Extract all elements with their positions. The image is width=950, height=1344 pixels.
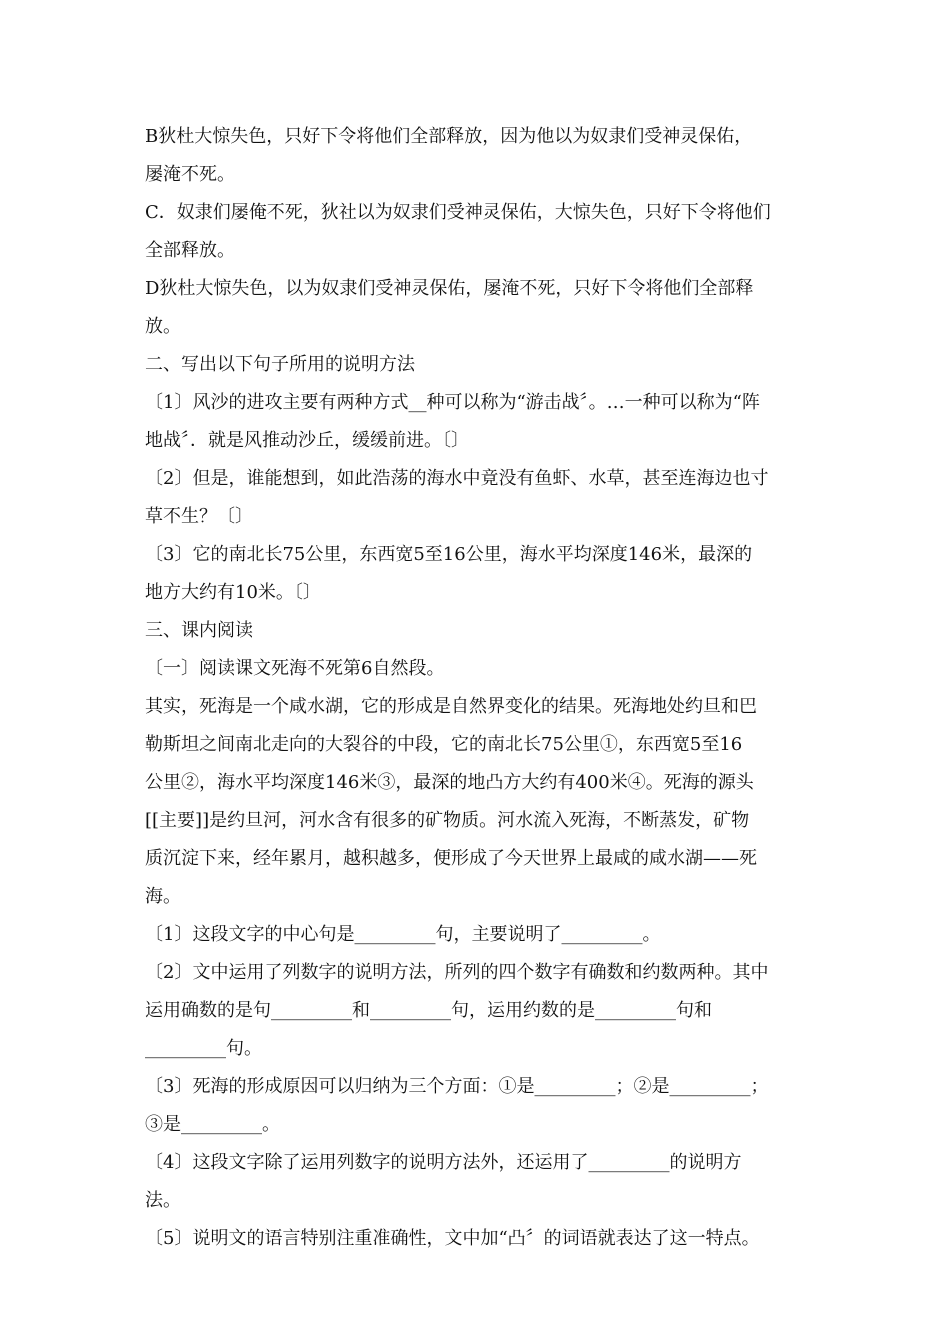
reading-1-instruction: 〔一〕阅读课文死海不死第6自然段。 bbox=[145, 658, 445, 679]
option-d-line-1: D狄杜大惊失色，以为奴隶们受神灵保佑，屡淹不死，只好下令将他们全部释 bbox=[145, 278, 754, 299]
question-3-3-line-2: ③是_________。 bbox=[145, 1114, 280, 1135]
question-3-1: 〔1〕这段文字的中心句是_________句，主要说明了_________。 bbox=[145, 924, 661, 945]
passage-line-2: 勒斯坦之间南北走向的大裂谷的中段，它的南北长75公里①，东西宽5至16 bbox=[145, 734, 743, 755]
passage-line-1: 其实，死海是一个咸水湖，它的形成是自然界变化的结果。死海地处约旦和巴 bbox=[145, 696, 757, 717]
question-2-2-line-2: 草不生？〔〕 bbox=[145, 506, 253, 527]
option-c-line-2: 全部释放。 bbox=[145, 240, 235, 261]
passage-line-6: 海。 bbox=[145, 886, 181, 907]
option-c-line-1: C．奴隶们屡俺不死，狄社以为奴隶们受神灵保佑，大惊失色，只好下令将他们 bbox=[145, 202, 771, 223]
document-body bbox=[145, 118, 810, 1258]
question-2-1-line-2: 地战〞．就是风推动沙丘，缓缓前进。〔〕 bbox=[145, 430, 469, 451]
question-3-4-line-2: 法。 bbox=[145, 1190, 181, 1211]
question-3-2-line-1: 〔2〕文中运用了列数字的说明方法，所列的四个数字有确数和约数两种。其中 bbox=[145, 962, 769, 983]
question-2-2-line-1: 〔2〕但是，谁能想到，如此浩荡的海水中竟没有鱼虾、水草，甚至连海边也寸 bbox=[145, 468, 769, 489]
question-3-4-line-1: 〔4〕这段文字除了运用列数字的说明方法外，还运用了_________的说明方 bbox=[145, 1152, 742, 1173]
question-2-1-line-1: 〔1〕风沙的进攻主要有两种方式__种可以称为“游击战〞。…一种可以称为“阵 bbox=[145, 392, 760, 413]
section-3-heading: 三、课内阅读 bbox=[145, 620, 253, 641]
passage-line-4: [[主要]]是约旦河，河水含有很多的矿物质。河水流入死海，不断蒸发，矿物 bbox=[145, 810, 750, 831]
question-3-2-line-2: 运用确数的是句_________和_________句，运用约数的是_________句和 bbox=[145, 1000, 712, 1021]
question-2-3-line-2: 地方大约有10米。〔〕 bbox=[145, 582, 321, 603]
question-3-5: 〔5〕说明文的语言特别注重准确性，文中加“凸〞的词语就表达了这一特点。 bbox=[145, 1228, 760, 1249]
section-2-heading: 二、写出以下句子所用的说明方法 bbox=[145, 354, 415, 375]
question-3-3-line-1: 〔3〕死海的形成原因可以归纳为三个方面：①是_________；②是_________； bbox=[145, 1076, 769, 1097]
option-d-line-2: 放。 bbox=[145, 316, 181, 337]
option-b-line-2: 屡淹不死。 bbox=[145, 164, 235, 185]
passage-line-3: 公里②，海水平均深度146米③，最深的地凸方大约有400米④。死海的源头 bbox=[145, 772, 754, 793]
question-2-3-line-1: 〔3〕它的南北长75公里，东西宽5至16公里，海水平均深度146米，最深的 bbox=[145, 544, 753, 565]
question-3-2-line-3: _________句。 bbox=[145, 1038, 262, 1059]
passage-line-5: 质沉淀下来，经年累月，越积越多，便形成了今天世界上最咸的咸水湖——死 bbox=[145, 848, 757, 869]
option-b-line-1: B狄杜大惊失色，只好下令将他们全部释放，因为他以为奴隶们受神灵保佑， bbox=[145, 126, 753, 147]
